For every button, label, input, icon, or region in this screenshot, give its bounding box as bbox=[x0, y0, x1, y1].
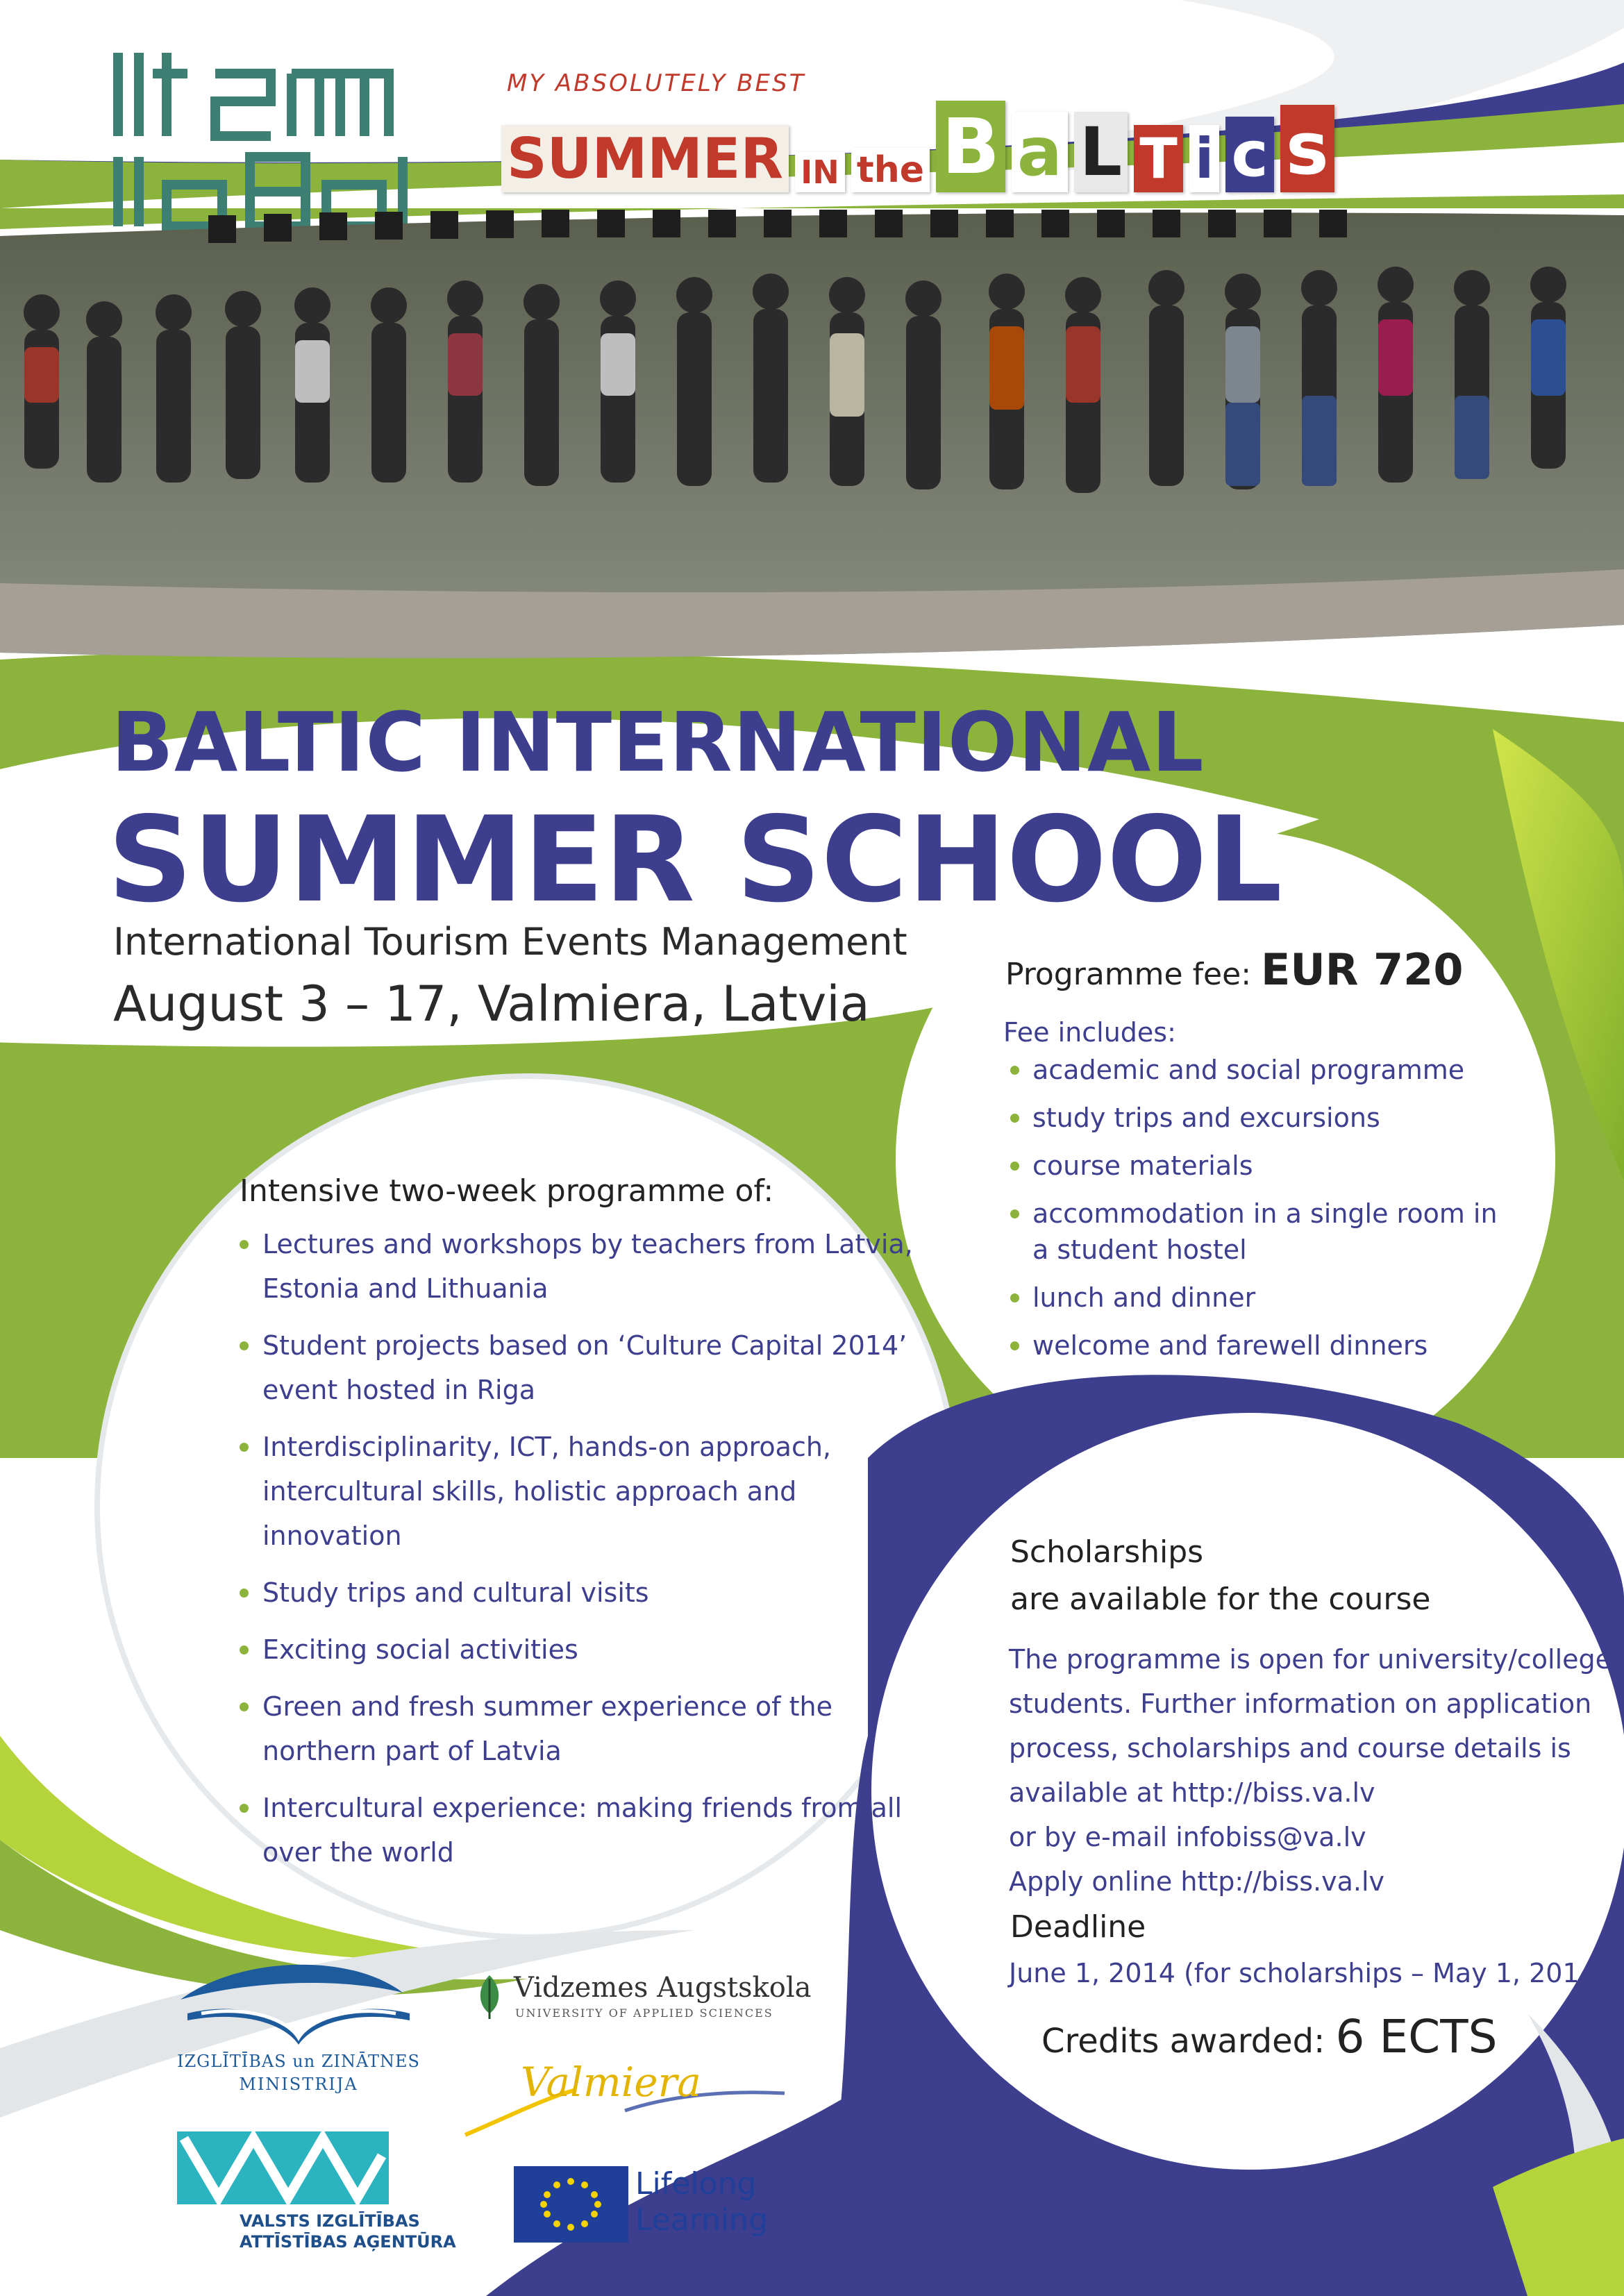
banner-letter-l: L bbox=[1074, 112, 1128, 192]
banner-letter-s: s bbox=[1280, 105, 1334, 192]
programme-item: Student projects based on ‘Culture Capital 2014’ event hosted in Riga bbox=[240, 1323, 934, 1412]
deadline-label: Deadline bbox=[1010, 1909, 1146, 1945]
banner-letter-b: B bbox=[936, 101, 1005, 192]
ministry-name-line1: IZGLĪTĪBAS un ZINĀTNES bbox=[177, 2052, 420, 2071]
programme-fee bbox=[1005, 944, 1463, 995]
programme-item: Lectures and workshops by teachers from Latvia, Estonia and Lithuania bbox=[240, 1222, 934, 1311]
subtitle: International Tourism Events Management bbox=[113, 920, 907, 964]
programme-heading: Intensive two-week programme of: bbox=[240, 1173, 774, 1209]
fee-label: Programme fee: bbox=[1005, 957, 1262, 992]
fee-item: course materials bbox=[1010, 1148, 1510, 1184]
banner-words bbox=[500, 101, 1336, 192]
banner-letter-c: c bbox=[1225, 117, 1273, 192]
credits-value: 6 ECTS bbox=[1335, 2010, 1498, 2063]
summer-in-the-baltics-banner bbox=[500, 42, 1368, 201]
lifelong-text: Lifelong bbox=[635, 2166, 757, 2202]
ministry-name-line2: MINISTRIJA bbox=[239, 2075, 358, 2094]
fee-amount: EUR 720 bbox=[1261, 944, 1464, 995]
programme-item: Interdisciplinarity, ICT, hands-on approach, intercultural skills, holistic approach and innovation bbox=[240, 1425, 934, 1558]
group-photo bbox=[0, 208, 1624, 667]
credits-awarded bbox=[1041, 2010, 1497, 2063]
banner-word-in: IN bbox=[795, 152, 845, 192]
apply-online-link[interactable]: Apply online http://biss.va.lv bbox=[1009, 1866, 1385, 1897]
scholarships-email[interactable]: or by e-mail infobiss@va.lv bbox=[1009, 1822, 1366, 1852]
viaa-name-line1: VALSTS IZGLĪTĪBAS bbox=[240, 2211, 420, 2231]
banner-letter-a: a bbox=[1012, 112, 1068, 192]
item-logo bbox=[111, 46, 437, 233]
item-logo-icon bbox=[111, 46, 437, 233]
title-line-2: SUMMER SCHOOL bbox=[108, 791, 1282, 929]
banner-word-summer: SUMMER bbox=[501, 125, 789, 192]
programme-item: Green and fresh summer experience of the northern part of Latvia bbox=[240, 1684, 934, 1773]
ministry-logo bbox=[174, 1944, 424, 2104]
fee-includes-label: Fee includes: bbox=[1003, 1017, 1176, 1048]
fee-item: lunch and dinner bbox=[1010, 1280, 1510, 1316]
programme-item: Study trips and cultural visits bbox=[240, 1570, 934, 1615]
scholarships-subheading: are available for the course bbox=[1010, 1582, 1431, 1617]
programme-list bbox=[240, 1222, 934, 1887]
viaa-name-line2: ATTĪSTĪBAS AĢENTŪRA bbox=[240, 2232, 456, 2252]
scholarships-text-line: process, scholarships and course details is bbox=[1009, 1733, 1571, 1763]
scholarships-url[interactable]: available at http://biss.va.lv bbox=[1009, 1777, 1375, 1808]
open-book-icon bbox=[174, 1944, 424, 2048]
lifelong-learning-logo bbox=[514, 2166, 805, 2249]
vidzeme-logo bbox=[472, 1965, 812, 2027]
banner-small-line: MY ABSOLUTELY BEST bbox=[507, 69, 806, 97]
vidzeme-name: Vidzemes Augstskola bbox=[514, 1972, 812, 2004]
fee-includes-list bbox=[1010, 1052, 1510, 1375]
viaa-logo bbox=[177, 2131, 456, 2256]
valmiera-logo bbox=[458, 2048, 792, 2145]
title-line-1: BALTIC INTERNATIONAL bbox=[111, 694, 1205, 790]
banner-letter-i: i bbox=[1189, 125, 1219, 192]
credits-label: Credits awarded: bbox=[1041, 2022, 1336, 2061]
group-photo-icon bbox=[0, 208, 1624, 667]
scholarships-text-line: students. Further information on application bbox=[1009, 1689, 1592, 1719]
leaf-icon bbox=[472, 1972, 507, 2020]
fee-item: welcome and farewell dinners bbox=[1010, 1327, 1510, 1364]
fee-item: accommodation in a single room in a student hostel bbox=[1010, 1196, 1510, 1268]
deadline-value: June 1, 2014 (for scholarships – May 1, 2014) bbox=[1009, 1958, 1607, 1988]
vidzeme-subtitle: UNIVERSITY OF APPLIED SCIENCES bbox=[515, 2006, 773, 2020]
banner-letter-t: T bbox=[1134, 125, 1183, 192]
programme-item: Intercultural experience: making friends from all over the world bbox=[240, 1786, 934, 1875]
viaa-mark-icon bbox=[177, 2131, 389, 2204]
dates-location: August 3 – 17, Valmiera, Latvia bbox=[113, 975, 870, 1032]
fee-item: study trips and excursions bbox=[1010, 1100, 1510, 1136]
eu-flag-icon bbox=[514, 2166, 628, 2243]
banner-word-the: the bbox=[851, 148, 930, 192]
scholarships-heading: Scholarships bbox=[1010, 1534, 1204, 1570]
valmiera-name: Valmiera bbox=[521, 2059, 701, 2106]
programme-item: Exciting social activities bbox=[240, 1627, 934, 1672]
learning-text: Learning bbox=[635, 2202, 769, 2238]
scholarships-text-line: The programme is open for university/college bbox=[1009, 1644, 1612, 1675]
fee-item: academic and social programme bbox=[1010, 1052, 1510, 1088]
